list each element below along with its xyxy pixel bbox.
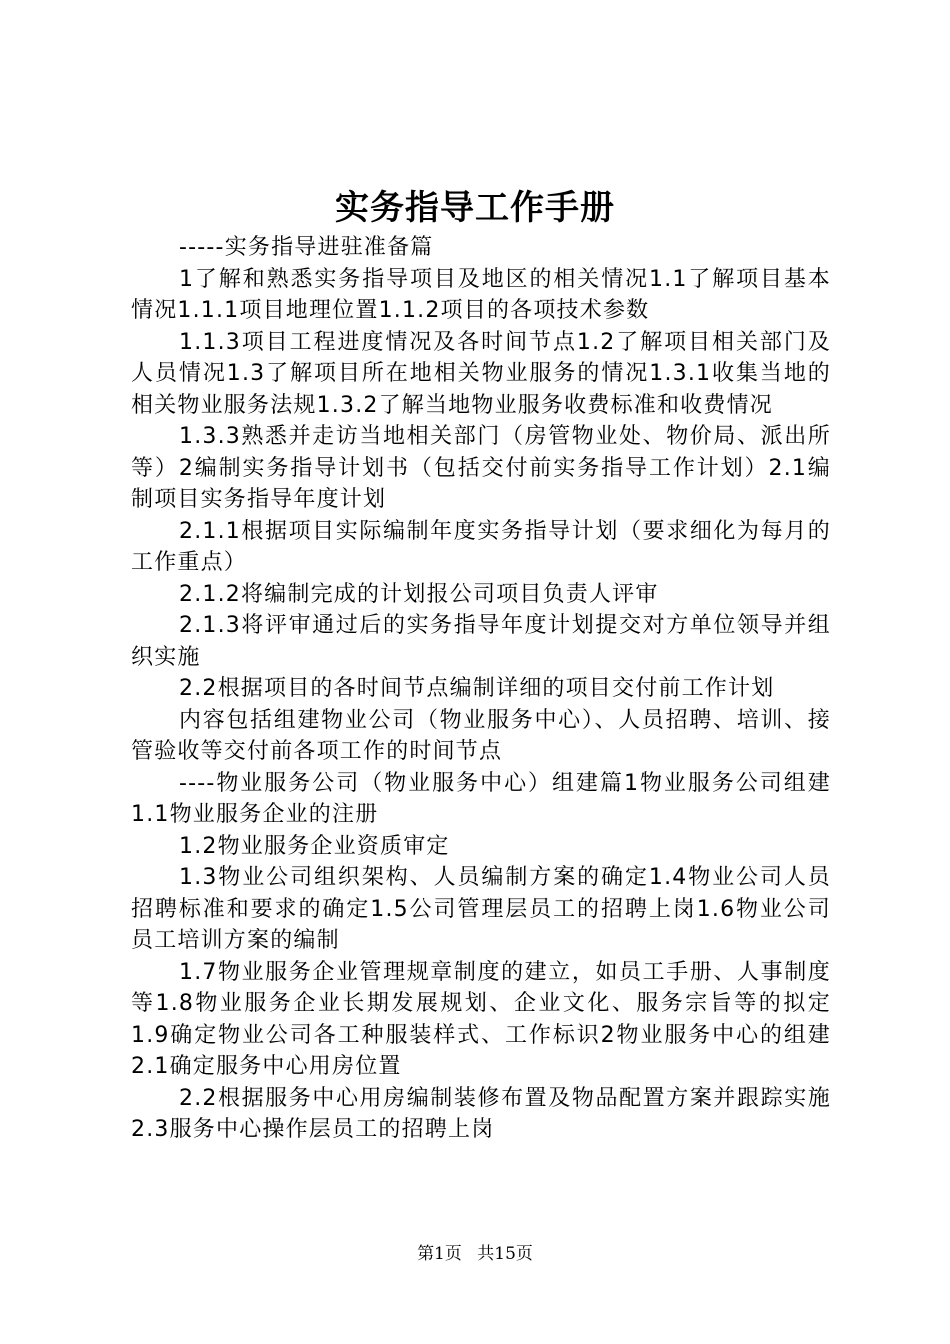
paragraph: 1.3物业公司组织架构、人员编制方案的确定1.4物业公司人员招聘标准和要求的确定1.5公司管理层员工的招聘上岗1.6物业公司员工培训方案的编制	[131, 865, 831, 953]
paragraph: 内容包括组建物业公司（物业服务中心）、人员招聘、培训、接管验收等交付前各项工作的时间节点	[131, 707, 831, 764]
paragraph: 1.1.3项目工程进度情况及各时间节点1.2了解项目相关部门及人员情况1.3了解项目所在地相关物业服务的情况1.3.1收集当地的相关物业服务法规1.3.2了解当地物业服务收费标准和收费情况	[131, 329, 831, 418]
paragraph: -----实务指导进驻准备篇	[179, 235, 434, 260]
page-footer	[0, 1242, 950, 1266]
paragraph: 2.1.2将编制完成的计划报公司项目负责人评审	[179, 581, 659, 607]
paragraph: 2.2根据服务中心用房编制装修布置及物品配置方案并跟踪实施2.3服务中心操作层员工的招聘上岗	[131, 1085, 831, 1142]
paragraph: 1.2物业服务企业资质审定	[179, 833, 450, 859]
paragraph: 1了解和熟悉实务指导项目及地区的相关情况1.1了解项目基本情况1.1.1项目地理位置1.1.2项目的各项技术参数	[131, 266, 831, 323]
paragraph: 1.7物业服务企业管理规章制度的建立，如员工手册、人事制度等1.8物业服务企业长期发展规划、企业文化、服务宗旨等的拟定1.9确定物业公司各工种服装样式、工作标识2物业服务中心的组建2.1确定服务中心用房位置	[131, 959, 831, 1079]
paragraph: 2.1.1根据项目实际编制年度实务指导计划（要求细化为每月的工作重点）	[131, 518, 831, 575]
paragraph: 2.2根据项目的各时间节点编制详细的项目交付前工作计划	[179, 676, 775, 701]
document-title: 实务指导工作手册	[335, 188, 615, 228]
paragraph: 2.1.3将评审通过后的实务指导年度计划提交对方单位领导并组织实施	[131, 613, 831, 670]
page-total: 共15页	[477, 1244, 533, 1264]
document-body	[131, 232, 831, 1146]
paragraph: ----物业服务公司（物业服务中心）组建篇1物业服务公司组建1.1物业服务企业的注册	[131, 770, 831, 827]
page-number: 第1页	[417, 1244, 462, 1264]
paragraph: 1.3.3熟悉并走访当地相关部门（房管物业处、物价局、派出所等）2编制实务指导计划书（包括交付前实务指导工作计划）2.1编制项目实务指导年度计划	[131, 424, 831, 512]
